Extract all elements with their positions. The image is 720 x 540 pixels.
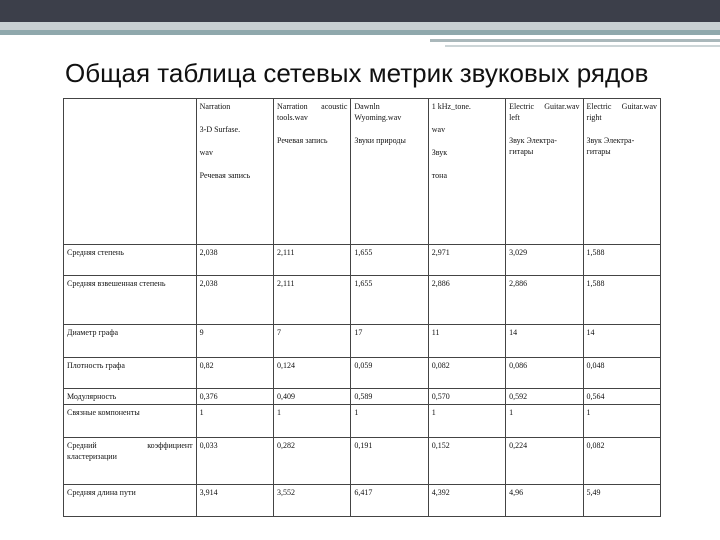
- table-cell: 1,655: [351, 276, 428, 325]
- slide-decor-line: [430, 39, 720, 42]
- header-line: Electric Guitar.wav left: [509, 102, 580, 122]
- row-label: Диаметр графа: [64, 325, 197, 358]
- table-cell: 2,111: [274, 245, 351, 276]
- table-cell: 0,224: [506, 438, 583, 485]
- table-cell: 1: [428, 405, 505, 438]
- header-line: Narration: [199, 102, 231, 111]
- table-cell: 0,409: [274, 389, 351, 405]
- table-cell: 0,592: [506, 389, 583, 405]
- table-cell: 7: [274, 325, 351, 358]
- header-line: Звуки природы: [354, 136, 406, 145]
- table-cell: 0,282: [274, 438, 351, 485]
- table-cell: 1: [583, 405, 660, 438]
- table-cell: 0,048: [583, 358, 660, 389]
- table-cell: 2,886: [506, 276, 583, 325]
- table-cell: 0,570: [428, 389, 505, 405]
- table-cell: 0,059: [351, 358, 428, 389]
- table-cell: 6,417: [351, 485, 428, 517]
- table-cell: 1: [351, 405, 428, 438]
- table-cell: 4,392: [428, 485, 505, 517]
- table-row: [64, 485, 661, 517]
- table-cell: 2,971: [428, 245, 505, 276]
- table-cell: 1: [196, 405, 273, 438]
- row-label: Связные компоненты: [64, 405, 197, 438]
- table-cell: 0,033: [196, 438, 273, 485]
- table-cell: 4,96: [506, 485, 583, 517]
- header-cell: [506, 99, 583, 245]
- table-row: [64, 358, 661, 389]
- table-cell: 9: [196, 325, 273, 358]
- table-row: [64, 405, 661, 438]
- table-cell: 14: [583, 325, 660, 358]
- header-line: wav: [431, 125, 446, 134]
- header-cell: [196, 99, 273, 245]
- table-cell: 2,111: [274, 276, 351, 325]
- header-cell: [583, 99, 660, 245]
- table-row: [64, 276, 661, 325]
- slide-decor-band: [0, 30, 720, 35]
- table-cell: 1,588: [583, 276, 660, 325]
- header-line: wav: [199, 148, 213, 157]
- table-cell: 1: [506, 405, 583, 438]
- table-row: [64, 438, 661, 485]
- table-cell: 0,082: [583, 438, 660, 485]
- table-cell: 5,49: [583, 485, 660, 517]
- row-label: Модулярность: [64, 389, 197, 405]
- table-cell: 0,082: [428, 358, 505, 389]
- row-label: Средний коэффициент кластеризации: [64, 438, 197, 485]
- header-line: 3-D Surfase.: [199, 125, 241, 134]
- slide-top-bar: [0, 0, 720, 22]
- header-line: Звук Электра-гитары: [509, 136, 557, 156]
- table-cell: 3,029: [506, 245, 583, 276]
- header-line: Narration acoustic tools.wav: [277, 102, 348, 122]
- header-line: Речевая запись: [277, 136, 328, 145]
- table-cell: 1: [274, 405, 351, 438]
- header-line: Звук Электра-гитары: [586, 136, 635, 156]
- table-header-row: [64, 99, 661, 245]
- row-label: Плотность графа: [64, 358, 197, 389]
- header-cell: [428, 99, 505, 245]
- slide-decor-line: [445, 45, 720, 47]
- header-line: Dawnln Wyoming.wav: [354, 102, 402, 122]
- table-cell: 0,564: [583, 389, 660, 405]
- header-line: 1 kHz_tone.: [431, 102, 471, 111]
- slide-title: Общая таблица сетевых метрик звуковых рядов: [65, 58, 649, 88]
- table-cell: 2,038: [196, 276, 273, 325]
- metrics-table: [63, 98, 661, 517]
- row-label: Средняя степень: [64, 245, 197, 276]
- table-cell: 1,588: [583, 245, 660, 276]
- table-cell: 0,086: [506, 358, 583, 389]
- header-line: тона: [431, 171, 448, 180]
- row-label: Средняя взвешенная степень: [64, 276, 197, 325]
- table-cell: 3,552: [274, 485, 351, 517]
- header-line: Electric Guitar.wav right: [586, 102, 657, 122]
- slide-decor-band: [0, 22, 720, 30]
- table-cell: 0,191: [351, 438, 428, 485]
- table-row: [64, 325, 661, 358]
- table-cell: 0,376: [196, 389, 273, 405]
- table-cell: 0,589: [351, 389, 428, 405]
- table-cell: 0,124: [274, 358, 351, 389]
- table-cell: 14: [506, 325, 583, 358]
- header-cell: [274, 99, 351, 245]
- row-label: Средняя длина пути: [64, 485, 197, 517]
- table-cell: 0,82: [196, 358, 273, 389]
- header-line: Речевая запись: [199, 171, 251, 180]
- table-cell: 0,152: [428, 438, 505, 485]
- table-cell: 11: [428, 325, 505, 358]
- table-cell: 17: [351, 325, 428, 358]
- header-cell: [351, 99, 428, 245]
- table-cell: 2,038: [196, 245, 273, 276]
- table-row: [64, 389, 661, 405]
- table-cell: 1,655: [351, 245, 428, 276]
- header-line: Звук: [431, 148, 448, 157]
- table-cell: 3,914: [196, 485, 273, 517]
- header-corner-cell: [64, 99, 197, 245]
- table-row: [64, 245, 661, 276]
- table-cell: 2,886: [428, 276, 505, 325]
